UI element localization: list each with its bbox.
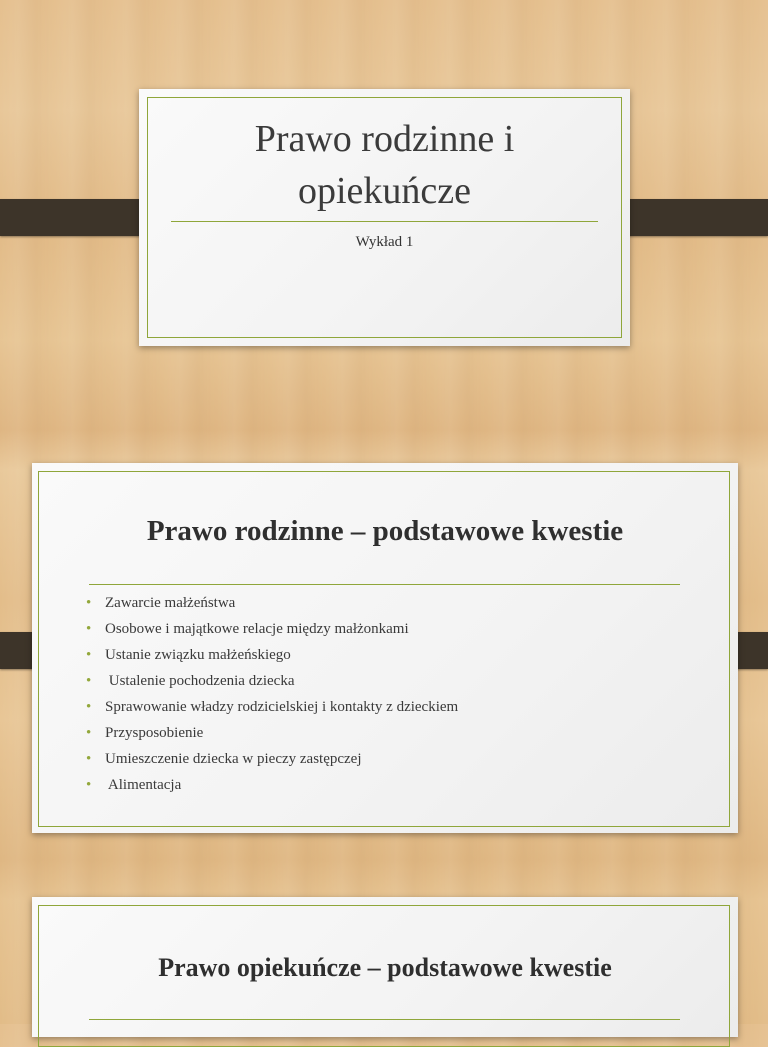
slide-2-title: Prawo rodzinne – podstawowe kwestie: [146, 515, 624, 547]
list-item: [82, 720, 458, 746]
list-item-text: Sprawowanie władzy rodzicielskiej i kontakty z dzieckiem: [105, 699, 459, 715]
bullet-icon: •: [86, 673, 92, 689]
slide-1-title-line-1: Prawo rodzinne i: [254, 118, 515, 160]
bullet-icon: •: [86, 699, 92, 715]
bullet-icon: •: [86, 621, 92, 637]
slide-1-title-line-2: opiekuńcze: [297, 170, 472, 212]
list-item: [82, 642, 458, 668]
slide-1[interactable]: [139, 89, 630, 346]
list-item: [82, 772, 458, 798]
slide-1-divider: [171, 221, 598, 222]
list-item: [82, 616, 458, 642]
list-item-text: Umieszczenie dziecka w pieczy zastępczej: [105, 751, 362, 767]
slide-3[interactable]: [32, 897, 738, 1037]
list-item-text: Ustanie związku małżeńskiego: [105, 647, 291, 663]
slide1-strap-left: [0, 199, 156, 236]
bullet-icon: •: [86, 751, 92, 767]
list-item: [82, 746, 458, 772]
slide-1-title: [159, 113, 610, 217]
bullet-icon: •: [86, 777, 92, 793]
slide-1-subtitle: Wykład 1: [355, 234, 414, 250]
list-item: [82, 590, 458, 616]
bullet-icon: •: [86, 647, 92, 663]
bullet-icon: •: [86, 595, 92, 611]
list-item: [82, 694, 458, 720]
list-item-text: Przysposobienie: [105, 725, 204, 741]
bullet-icon: •: [86, 725, 92, 741]
slide-3-title: Prawo opiekuńcze – podstawowe kwestie: [158, 953, 612, 982]
slide-2-bullet-list: [82, 590, 458, 798]
slide-3-divider: [89, 1019, 680, 1020]
list-item-text: Alimentacja: [105, 777, 182, 793]
list-item-text: Osobowe i majątkowe relacje między małżonkami: [105, 621, 409, 637]
slide1-strap-right: [613, 199, 768, 236]
slide-2-divider: [89, 584, 680, 585]
list-item: [82, 668, 458, 694]
list-item-text: Zawarcie małżeństwa: [105, 595, 236, 611]
slide-2[interactable]: [32, 463, 738, 833]
list-item-text: Ustalenie pochodzenia dziecka: [105, 673, 295, 689]
